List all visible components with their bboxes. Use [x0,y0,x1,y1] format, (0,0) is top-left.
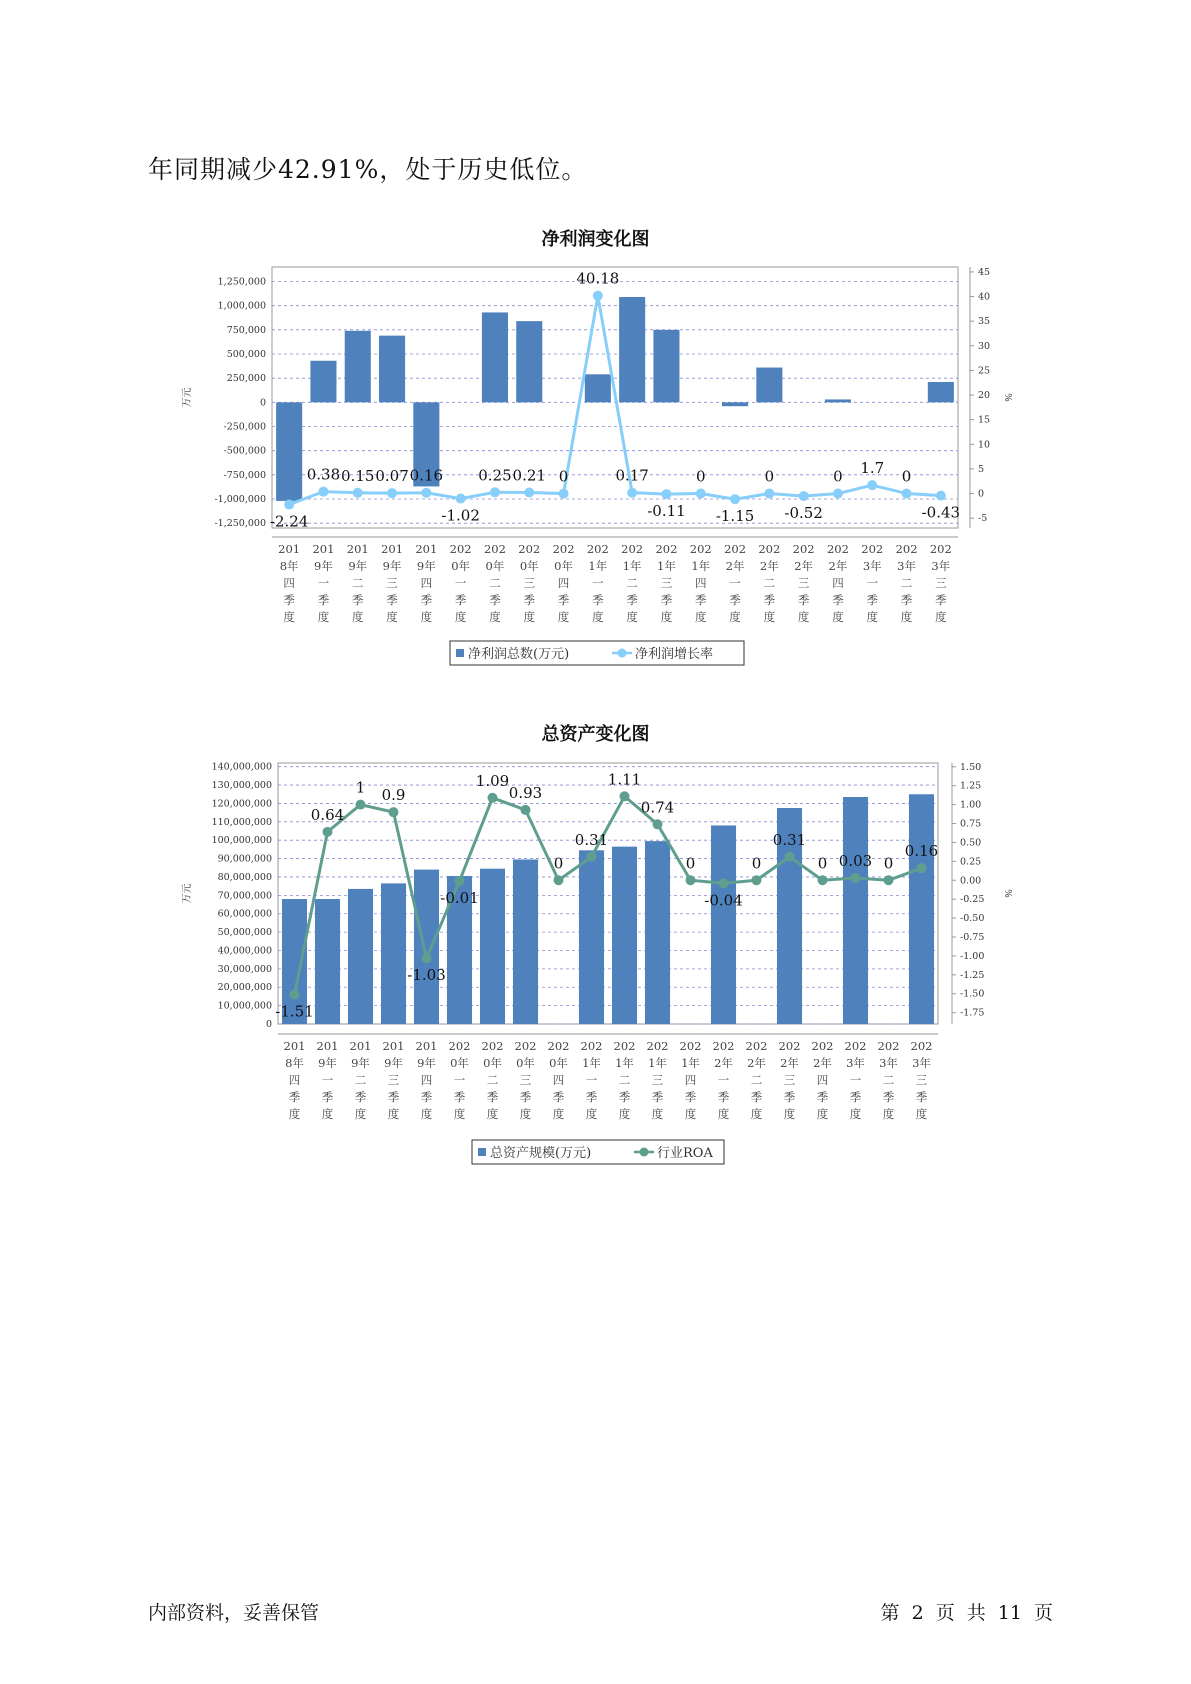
right-tick-label: 0 [978,488,985,500]
data-label: 40.18 [576,269,620,288]
footer-page-number: 第 2 页 共 11 页 [880,1602,1053,1624]
line-point [833,489,843,499]
right-tick-label: 35 [978,316,991,328]
right-tick-label: 5 [978,463,985,475]
line-point [455,876,465,886]
x-tick-label: 201 9年二季度 [346,542,369,624]
line-point [764,489,774,499]
x-tick-label: 202 3年二季度 [877,1039,900,1121]
bar [843,797,868,1024]
x-tick-label: 202 0年三季度 [514,1039,537,1121]
x-tick-label: 201 9年二季度 [349,1039,372,1121]
chart2-title: 总资产变化图 [541,724,650,745]
x-tick-label: 202 2年一季度 [724,542,747,624]
bar [653,330,679,403]
right-tick-label: 1.50 [960,761,982,773]
right-tick-label: 1.25 [960,780,982,792]
data-label: -1.15 [715,507,755,526]
footer-confidential: 内部资料，妥善保管 [148,1602,320,1624]
line-point [456,494,466,504]
bar [482,312,508,402]
line-point [620,791,630,801]
right-tick-label: 0.50 [960,837,982,849]
line-point [752,875,762,885]
left-tick-label: -1,250,000 [214,518,266,530]
left-tick-label: 250,000 [226,373,266,385]
data-label: 0.64 [310,805,345,824]
x-tick-label: 202 2年四季度 [811,1039,834,1121]
bar [315,899,340,1024]
line-point [323,827,333,837]
bar [909,794,934,1024]
line-point [936,491,946,501]
chart1-title: 净利润变化图 [541,229,650,250]
bar [513,859,538,1024]
left-tick-label: 30,000,000 [217,963,272,975]
line-point [661,489,671,499]
data-label: 0.31 [574,830,609,849]
line-point [696,489,706,499]
x-tick-label: 202 0年三季度 [518,542,541,624]
legend-bar-label: 净利润总数(万元) [468,647,570,662]
x-tick-label: 202 3年一季度 [844,1039,867,1121]
data-label: 0.21 [512,466,546,485]
x-tick-label: 202 3年二季度 [895,542,918,624]
line-point [521,805,531,815]
data-label: 0.07 [375,467,409,486]
data-label: 0 [685,854,696,873]
left-tick-label: 120,000,000 [211,798,272,810]
left-tick-label: -500,000 [223,445,266,457]
left-tick-label: -750,000 [223,469,266,481]
data-label: 0 [553,854,564,873]
intro-text: 年同期减少42.91%，处于历史低位。 [148,155,588,184]
x-tick-label: 202 2年三季度 [792,542,815,624]
bar [414,870,439,1024]
left-tick-label: 10,000,000 [217,1000,272,1012]
line-point [719,878,729,888]
x-tick-label: 202 2年一季度 [712,1039,735,1121]
line-point [884,875,894,885]
bar [619,297,645,402]
net-profit-chart [0,0,1191,700]
line-point [421,488,431,498]
data-label: 0 [558,467,569,486]
line-point [284,500,294,510]
x-tick-label: 202 0年一季度 [448,1039,471,1121]
right-tick-label: 10 [978,439,991,451]
left-tick-label: -250,000 [223,421,266,433]
x-tick-label: 201 9年三季度 [382,1039,405,1121]
legend-line-marker [640,1148,649,1157]
data-label: -0.52 [784,504,823,523]
left-tick-label: 0 [259,397,266,409]
line-point [290,989,300,999]
right-tick-label: 40 [978,291,991,303]
line-point [356,800,366,810]
data-label: 0.25 [478,466,512,485]
x-tick-label: 202 1年二季度 [621,542,644,624]
data-label: -1.03 [407,966,446,985]
data-label: -1.02 [441,506,480,525]
x-tick-label: 202 1年三季度 [646,1039,669,1121]
left-tick-label: 50,000,000 [217,927,272,939]
data-label: -2.24 [269,512,309,531]
right-tick-label: 1.00 [960,799,982,811]
left-tick-label: 20,000,000 [217,982,272,994]
left-tick-label: 0 [265,1019,272,1030]
legend-line-marker [618,649,627,658]
left-axis-title: 万元 [182,883,193,904]
right-tick-label: -1.50 [960,988,985,1000]
x-tick-label: 202 2年三季度 [778,1039,801,1121]
bar [585,374,611,402]
x-tick-label: 202 0年一季度 [449,542,472,624]
data-label: 0.9 [381,786,406,805]
line-point [353,488,363,498]
right-tick-label: 45 [978,266,991,278]
right-tick-label: -1.75 [960,1007,985,1019]
data-label: 0 [695,467,706,486]
left-tick-label: 1,000,000 [217,300,266,312]
bar [348,889,373,1024]
line-point [524,487,534,497]
right-tick-label: 0.00 [960,875,982,887]
data-label: 0 [764,467,775,486]
left-tick-label: 80,000,000 [217,871,272,883]
data-label: 1.09 [475,771,510,790]
right-axis-title: % [1002,393,1012,402]
legend [472,1140,724,1164]
x-tick-label: 202 3年三季度 [929,542,952,624]
line-point [902,489,912,499]
x-tick-label: 201 9年三季度 [381,542,404,624]
legend-line-label: 行业ROA [657,1146,713,1161]
data-label: 0.16 [904,842,939,861]
data-label: 0.16 [409,466,444,485]
bar [928,382,954,402]
left-tick-label: 70,000,000 [217,890,272,902]
left-tick-label: 60,000,000 [217,908,272,920]
total-assets-chart [0,700,1191,1180]
right-tick-label: 30 [978,340,991,352]
legend-line-label: 净利润增长率 [635,647,714,662]
right-tick-label: -0.25 [960,894,985,906]
data-label: 0.93 [508,783,543,802]
line-point [917,863,927,873]
line-point [490,487,500,497]
x-tick-label: 202 1年四季度 [689,542,712,624]
data-label: 0 [883,854,894,873]
bar [516,321,542,402]
bar [345,331,371,403]
bar [825,399,851,402]
x-tick-label: 202 1年一季度 [580,1039,603,1121]
right-tick-label: -1.25 [960,969,985,981]
x-tick-label: 201 9年四季度 [415,1039,438,1121]
legend-bar-swatch [478,1148,486,1156]
right-tick-label: 0.75 [960,818,982,830]
x-tick-label: 202 0年四季度 [547,1039,570,1121]
data-label: 1.11 [607,770,642,789]
x-tick-label: 202 0年四季度 [552,542,575,624]
left-tick-label: 140,000,000 [211,761,272,773]
plot-frame [278,763,938,1024]
bar [276,402,302,501]
x-tick-label: 202 0年二季度 [481,1039,504,1121]
bar [310,361,336,403]
x-tick-label: 202 2年四季度 [826,542,849,624]
data-label: -0.11 [647,502,686,521]
bar [756,368,782,403]
right-axis-title: % [1002,889,1012,898]
right-tick-label: 25 [978,365,991,377]
data-label: -1.51 [275,1002,314,1021]
x-tick-label: 202 2年二季度 [745,1039,768,1121]
line-point [627,488,637,498]
line-point [488,793,498,803]
right-tick-label: -1.00 [960,950,985,962]
data-label: 0.31 [772,830,807,849]
data-label: 0 [901,467,912,486]
data-label: 0.38 [306,465,341,484]
line-point [387,488,397,498]
line-point [318,487,328,497]
x-tick-label: 202 1年二季度 [613,1039,636,1121]
x-tick-label: 202 0年二季度 [483,542,506,624]
line-point [389,807,399,817]
left-tick-label: 90,000,000 [217,853,272,865]
line-point [653,819,663,829]
left-tick-label: 100,000,000 [211,835,272,847]
line-point [785,852,795,862]
bar [480,869,505,1024]
bar [722,402,748,406]
data-label: -0.04 [704,891,743,910]
data-label: 0 [833,467,843,486]
line-point [559,489,569,499]
x-tick-label: 201 8年四季度 [283,1039,306,1121]
right-tick-label: 15 [978,414,991,426]
left-tick-label: 750,000 [226,324,266,336]
left-tick-label: 500,000 [226,349,266,360]
line-point [799,491,809,501]
x-tick-label: 201 9年一季度 [312,542,335,624]
data-label: 0.17 [615,466,649,485]
line-point [422,953,432,963]
x-tick-label: 201 9年四季度 [415,542,438,624]
x-tick-label: 202 3年一季度 [861,542,884,624]
data-label: -0.01 [440,889,479,908]
bar [579,850,604,1024]
line-point [593,291,603,301]
right-tick-label: 20 [978,390,991,402]
left-axis-title: 万元 [182,387,193,408]
x-tick-label: 202 1年三季度 [655,542,678,624]
data-label: 0 [751,854,762,873]
line-point [730,494,740,504]
data-label: 1 [355,778,366,797]
line-point [554,875,564,885]
bar [381,883,406,1024]
left-tick-label: 130,000,000 [211,780,272,792]
x-tick-label: 202 1年一季度 [586,542,609,624]
line-point [867,480,877,490]
x-tick-label: 202 2年二季度 [758,542,781,624]
bar [711,825,736,1024]
right-tick-label: -5 [978,513,988,525]
x-tick-label: 201 8年四季度 [278,542,301,624]
right-tick-label: -0.50 [960,913,985,925]
bar [379,336,405,403]
line-point [851,873,861,883]
right-tick-label: -0.75 [960,932,985,943]
x-tick-label: 202 1年四季度 [679,1039,702,1121]
legend [450,641,744,665]
data-label: -0.43 [921,503,961,522]
bar [612,847,637,1024]
line-point [818,875,828,885]
line-point [686,875,696,885]
bar [645,841,670,1024]
left-tick-label: 1,250,000 [217,276,266,288]
data-label: 1.7 [860,459,885,478]
data-label: 0.74 [640,798,675,817]
left-tick-label: -1,000,000 [214,494,266,505]
left-tick-label: 40,000,000 [217,945,272,957]
legend-bar-label: 总资产规模(万元) [490,1146,592,1161]
data-label: 0.15 [341,466,375,485]
data-label: 0 [817,854,828,873]
legend-bar-swatch [456,649,464,657]
line-point [587,852,597,862]
data-label: 0.03 [838,851,873,870]
left-tick-label: 110,000,000 [211,816,272,828]
right-tick-label: 0.25 [960,856,982,868]
x-tick-label: 202 3年三季度 [910,1039,933,1121]
x-tick-label: 201 9年一季度 [316,1039,339,1121]
